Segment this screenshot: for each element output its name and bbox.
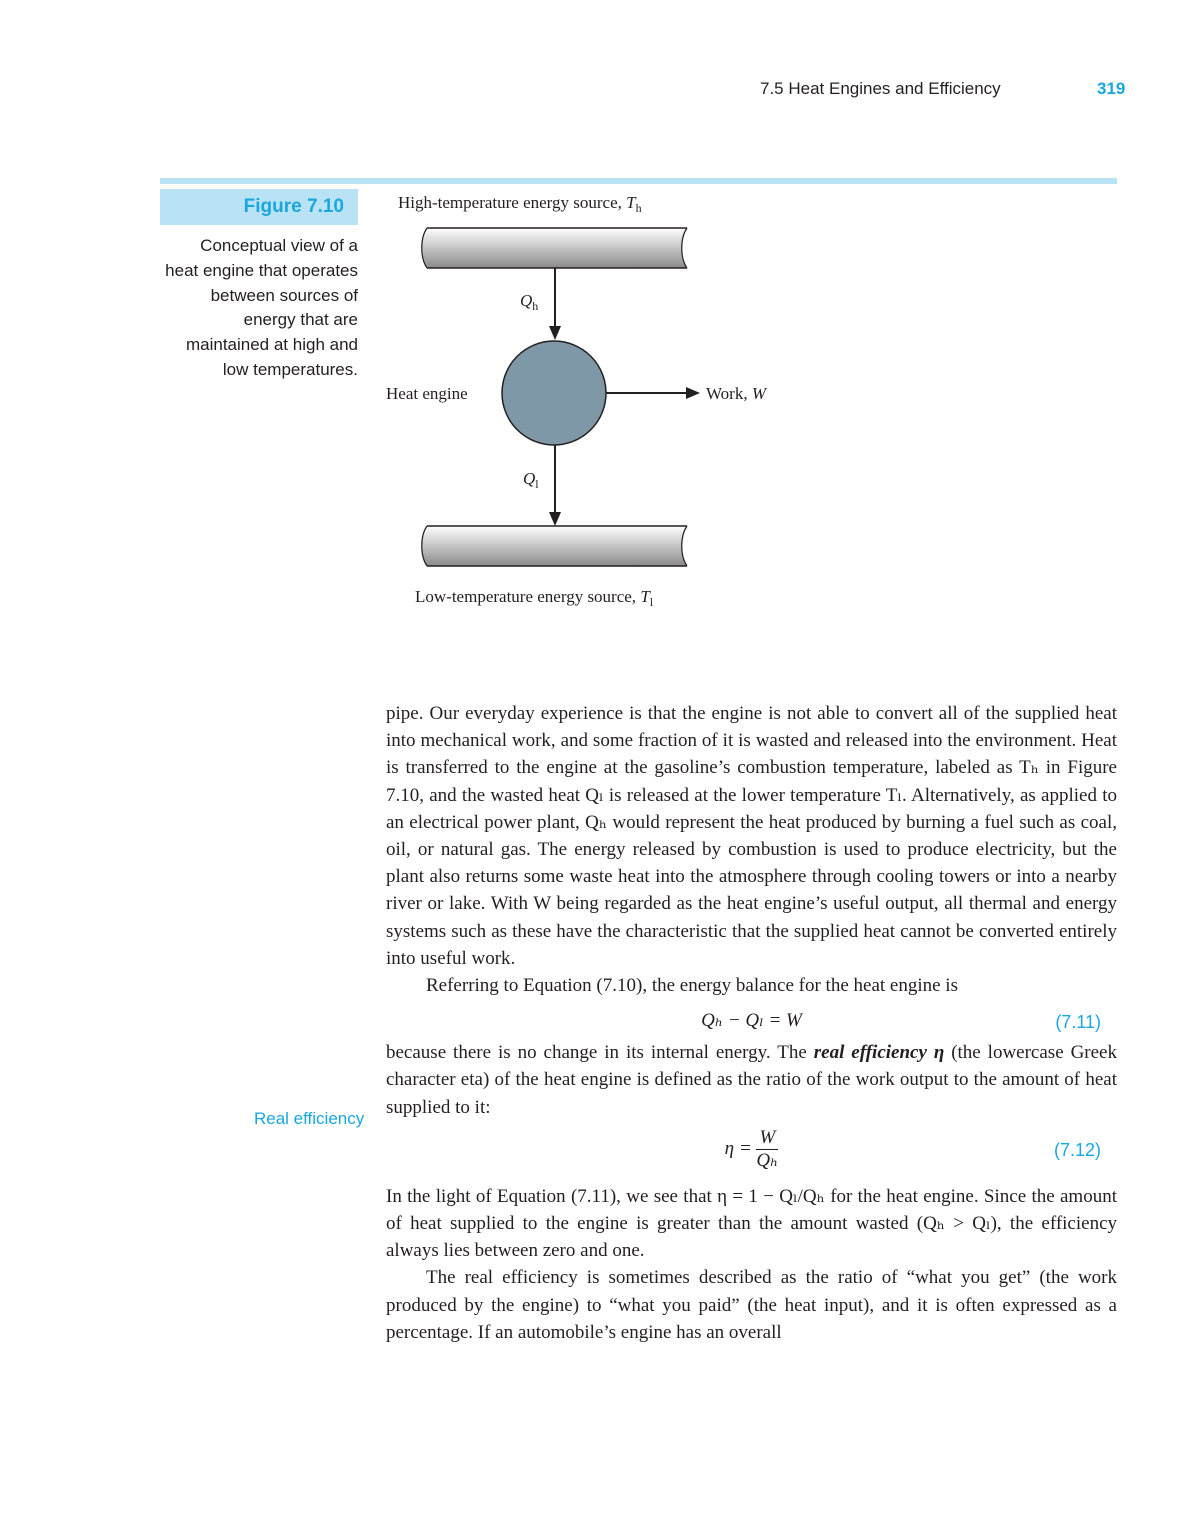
high-temperature-reservoir (422, 228, 687, 268)
equation-7-12 (386, 1121, 1117, 1183)
work-arrowhead (686, 387, 700, 399)
page-number: 319 (1097, 79, 1126, 98)
equation-7-12-number: (7.12) (1053, 1139, 1101, 1160)
heat-engine-label: Heat engine (386, 384, 468, 403)
work-label: Work, W (706, 384, 767, 403)
equation-7-12-body (386, 1127, 1117, 1172)
equation-7-12-lhs: η = (724, 1137, 752, 1159)
paragraph-3-end: (the lowercase Greek character eta) of the heat engine is defined as the ratio of the work output to the amount of heat supplied to it: (386, 1042, 1117, 1118)
paragraph-5: The real efficiency is sometimes described as the ratio of “what you get” (the work produced by the engine) to “what you paid” (the heat input), and it is often expressed as a percentage. If an automobile’s engine has an overall (386, 1267, 1117, 1343)
paragraph-3-start: because there is no change in its internal energy. The (386, 1042, 814, 1064)
equation-7-11-body: Qₕ − Qₗ = W (701, 1010, 802, 1032)
equation-7-12-fraction (756, 1127, 778, 1172)
equation-7-11-number: (7.11) (1055, 1012, 1101, 1033)
qh-label: $Q_h$ (520, 291, 539, 313)
margin-note-real-efficiency: Real efficiency (254, 1109, 365, 1128)
paragraph-4: In the light of Equation (7.11), we see that η = 1 − Qₗ/Qₕ for the heat engine. Since the amount of heat supplied to the engine is greater than the amount wasted (Qₕ > Qₗ), the efficiency always lies between zero and one. (386, 1185, 1117, 1262)
heat-engine-diagram (360, 180, 820, 630)
paragraph-3 (386, 1039, 1117, 1121)
figure-label-box (160, 189, 358, 225)
ql-label: $Q_l$ (523, 469, 539, 491)
qh-arrowhead (549, 326, 561, 340)
real-efficiency-term: real efficiency η (813, 1042, 945, 1064)
heat-engine-circle (502, 341, 606, 445)
figure-label: Figure 7.10 (243, 196, 344, 217)
equation-7-12-numerator: W (756, 1127, 778, 1150)
paragraph-1: pipe. Our everyday experience is that the engine is not able to convert all of the supplied heat into mechanical work, and some fraction of it is wasted and released into the environment. Heat is transferred to the engine at the gasoline’s combustion temperature, labeled as Tₕ in Figure 7.10, and the wasted heat Qₗ is released at the lower temperature Tₗ. Alternatively, as applied to an electrical power plant, Qₕ would represent the heat produced by burning a fuel such as coal, oil, or natural gas. The energy released by combustion is used to produce electricity, but the plant also returns some waste heat into the atmosphere through cooling towers or into a nearby river or lake. With W being regarded as the heat engine’s useful output, all thermal and energy systems such as these have the characteristic that the supplied heat cannot be converted entirely into useful work. (386, 703, 1117, 969)
running-header: 7.5 Heat Engines and Efficiency (760, 79, 1001, 98)
equation-7-12-denominator: Qₕ (756, 1149, 779, 1171)
figure-caption: Conceptual view of a heat engine that operates between sources of energy that are maintained at high and low temperatures. (165, 236, 358, 379)
low-temperature-reservoir (422, 526, 687, 566)
high-source-label: High-temperature energy source, $T_h$ (398, 193, 642, 215)
equation-7-11 (386, 999, 1117, 1039)
body-text (386, 700, 1117, 1346)
ql-arrowhead (549, 512, 561, 526)
paragraph-2: Referring to Equation (7.10), the energy balance for the heat engine is (426, 975, 958, 997)
low-source-label: Low-temperature energy source, $T_l$ (415, 587, 654, 609)
